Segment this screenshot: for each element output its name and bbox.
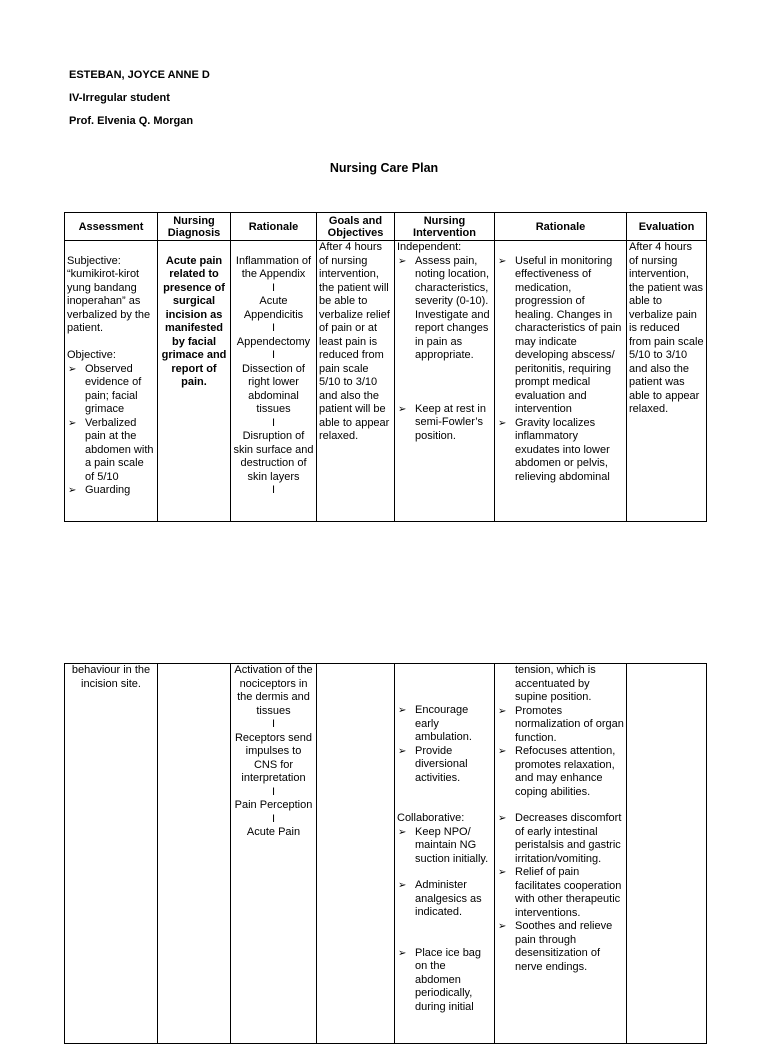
goals-text: After 4 hours of nursing intervention, the patient will be able to verbalize relief of pain or at least pain is reduced from pain scale 5/10 to 3/10 and also the patient will be able to appear relaxed. <box>319 241 390 442</box>
list-item: ➢ Place ice bag on the abdomen periodically, during initial <box>397 947 492 1015</box>
list-item: ➢ Relief of pain facilitates cooperation with other therapeutic interventions. <box>497 866 624 920</box>
assessment-cell <box>65 241 158 522</box>
rationale-line: Activation of the nociceptors in the dermis and tissues <box>234 664 313 717</box>
rationale-line: Acute Pain <box>246 826 301 838</box>
table-row <box>65 241 707 522</box>
independent-label: Independent: <box>397 241 462 253</box>
col-goals: Goals and Objectives <box>317 213 395 241</box>
list-item: ➢ Assess pain, noting location, characteristics, severity (0-10). Investigate and report changes in pain as appropriate. <box>397 255 492 363</box>
rationale-2-cell <box>495 664 627 1044</box>
assessment-continued: behaviour in the incision site. <box>71 664 151 690</box>
care-plan-table-page-1 <box>64 212 707 522</box>
col-diagnosis: Nursing Diagnosis <box>158 213 231 241</box>
rationale-line: Acute Appendicitis <box>243 295 304 321</box>
rationale-line: Pain Perception <box>234 799 313 811</box>
list-item: ➢ Administer analgesics as indicated. <box>397 879 492 920</box>
flow-separator: I <box>271 322 276 334</box>
rationale-line: Appendectomy <box>236 335 311 348</box>
flow-separator: I <box>271 785 276 798</box>
list-item: ➢ Soothes and relieve pain through desensitization of nerve endings. <box>497 920 624 974</box>
collaborative-label: Collaborative: <box>397 812 465 824</box>
evaluation-cell <box>627 241 707 522</box>
flow-separator: I <box>271 281 276 294</box>
header-row <box>65 213 707 241</box>
list-item: ➢ Promotes normalization of organ function. <box>497 705 624 746</box>
subjective-text: “kumikirot-kirot yung bandang inoperahan” as verbalized by the patient. <box>67 268 151 334</box>
diagnosis-cell <box>158 241 231 522</box>
flow-separator: I <box>271 484 276 496</box>
intervention-cell <box>395 241 495 522</box>
rationale-cell <box>231 664 317 1044</box>
flow-separator: I <box>271 718 276 730</box>
list-item: ➢ Gravity localizes inflammatory exudates into lower abdomen or pelvis, relieving abdominal <box>497 417 624 485</box>
list-item: ➢ Decreases discomfort of early intestinal peristalsis and gastric irritation/vomiting. <box>497 812 624 866</box>
objective-label: Objective: <box>67 349 116 361</box>
evaluation-cell <box>627 664 707 1044</box>
col-rationale-2: Rationale <box>495 213 627 241</box>
intervention-cell <box>395 664 495 1044</box>
list-item: ➢ Keep at rest in semi-Fowler’s position. <box>397 403 492 444</box>
student-level: IV-Irregular student <box>69 92 170 104</box>
diagnosis-cell <box>158 664 231 1044</box>
rationale-line: Disruption of skin surface and destruction of skin layers <box>233 430 314 483</box>
list-item: ➢ Encourage early ambulation. <box>397 704 492 745</box>
care-plan-table-page-2 <box>64 663 707 1044</box>
rationale-line: Inflammation of the Appendix <box>235 254 312 280</box>
col-assessment: Assessment <box>65 213 158 241</box>
diagnosis-text: Acute pain related to presence of surgical incision as manifested by facial grimace and report of pain. <box>161 254 227 388</box>
rationale-2-cell <box>495 241 627 522</box>
list-item: ➢ Refocuses attention, promotes relaxation, and may enhance coping abilities. <box>497 745 624 799</box>
student-name: ESTEBAN, JOYCE ANNE D <box>69 69 210 81</box>
col-intervention: Nursing Intervention <box>395 213 495 241</box>
evaluation-text: After 4 hours of nursing intervention, the patient was able to verbalize pain is reduced from pain scale 5/10 to 3/10 and also the patient was able to appear relaxed. <box>629 241 704 415</box>
rationale-continued: tension, which is accentuated by supine position. <box>515 664 596 703</box>
rationale-line: Dissection of right lower abdominal tissues <box>242 362 305 415</box>
goals-cell <box>317 664 395 1044</box>
goals-cell <box>317 241 395 522</box>
list-item: ➢ Keep NPO/ maintain NG suction initially. <box>397 826 492 867</box>
rationale-line: Receptors send impulses to CNS for interpretation <box>234 731 313 784</box>
rationale-cell <box>231 241 317 522</box>
list-item: ➢ Observed evidence of pain; facial grimace <box>67 363 155 417</box>
flow-separator: I <box>271 812 276 825</box>
flow-separator: I <box>271 349 276 361</box>
list-item: ➢ Provide diversional activities. <box>397 745 492 786</box>
list-item: ➢ Verbalized pain at the abdomen with a pain scale of 5/10 <box>67 417 155 485</box>
page-title: Nursing Care Plan <box>329 161 439 175</box>
flow-separator: I <box>271 416 276 429</box>
list-item: ➢ Useful in monitoring effectiveness of medication, progression of healing. Changes in characteristics of pain may indicate developing abscess/ peritonitis, requiring prompt medical evaluation and intervention <box>497 255 624 417</box>
professor-name: Prof. Elvenia Q. Morgan <box>69 115 194 127</box>
assessment-cell <box>65 664 158 1044</box>
table-row <box>65 664 707 1044</box>
subjective-label: Subjective: <box>67 254 121 267</box>
col-rationale: Rationale <box>231 213 317 241</box>
list-item: ➢ Guarding <box>67 484 155 498</box>
col-evaluation: Evaluation <box>627 213 707 241</box>
